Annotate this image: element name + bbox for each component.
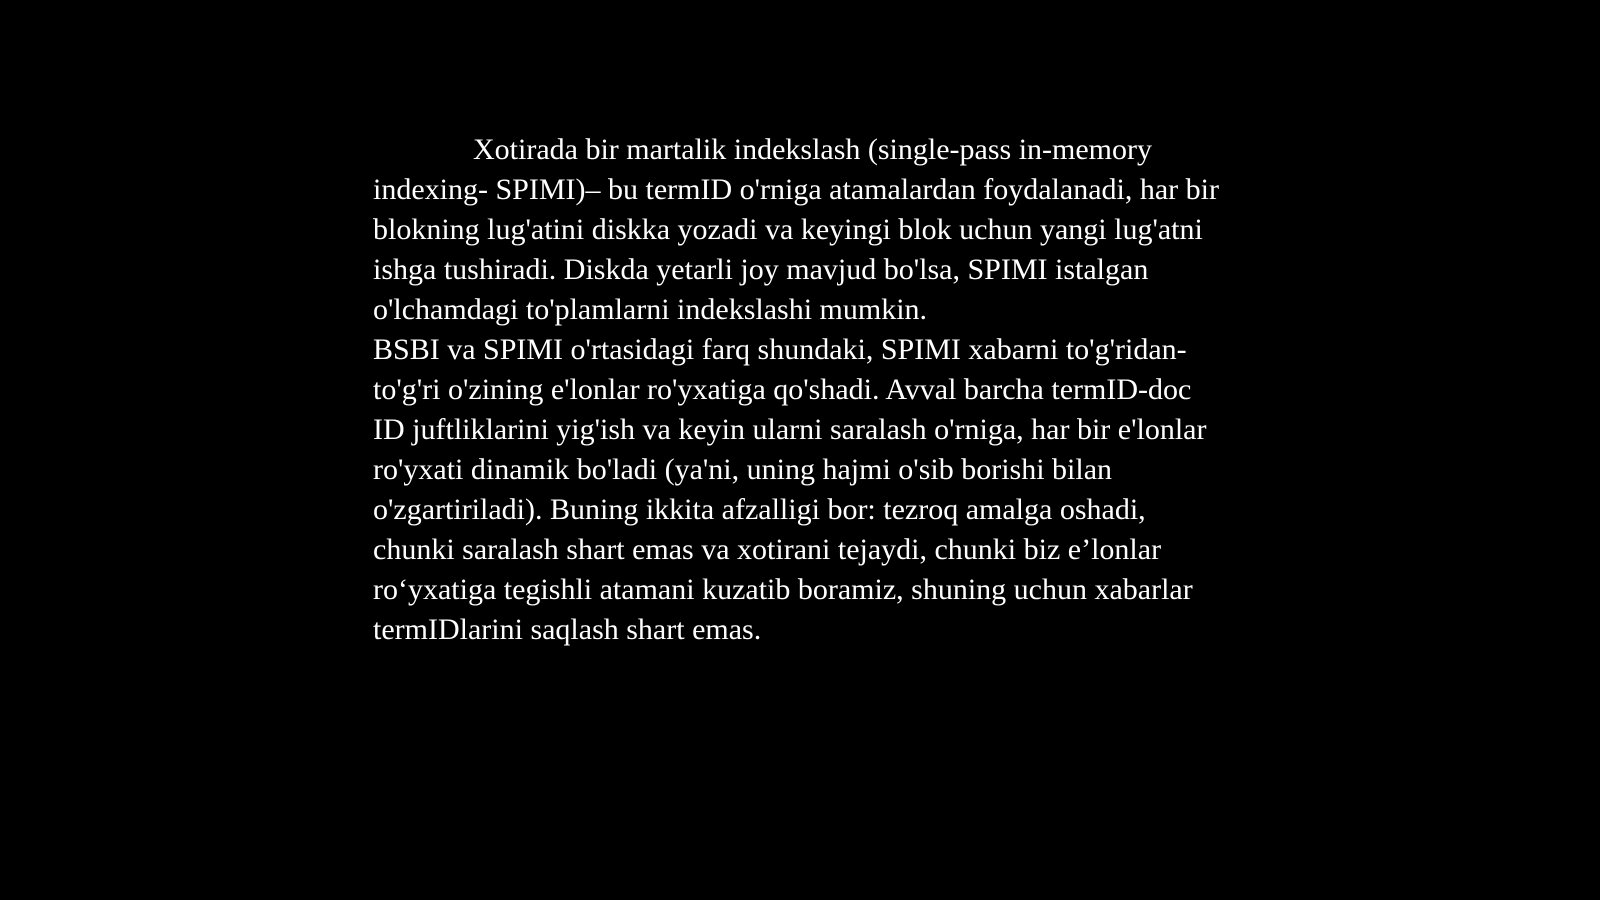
slide-text-block xyxy=(373,130,1223,650)
paragraph-spimi-definition: Xotirada bir martalik indekslash (single-pass in-memory indexing- SPIMI)– bu termID o'rniga atamalardan foydalanadi, har bir blokning lug'atini diskka yozadi va keyingi blok uchun yangi lug'atni ishga tushiradi. Diskda yetarli joy mavjud bo'lsa, SPIMI istalgan o'lchamdagi to'plamlarni indekslashi mumkin. xyxy=(373,133,1219,326)
paragraph-bsbi-spimi-difference: BSBI va SPIMI o'rtasidagi farq shundaki, SPIMI xabarni to'g'ridan-to'g'ri o'zining e'lonlar ro'yxatiga qo'shadi. Avval barcha termID-doc ID juftliklarini yig'ish va keyin ularni saralash o'rniga, har bir e'lonlar ro'yxati dinamik bo'ladi (ya'ni, uning hajmi o'sib borishi bilan o'zgartiriladi). Buning ikkita afzalligi bor: tezroq amalga oshadi, chunki saralash shart emas va xotirani tejaydi, chunki biz e’lonlar ro‘yxatiga tegishli atamani kuzatib boramiz, shuning uchun xabarlar termIDlarini saqlash shart emas. xyxy=(373,333,1207,646)
